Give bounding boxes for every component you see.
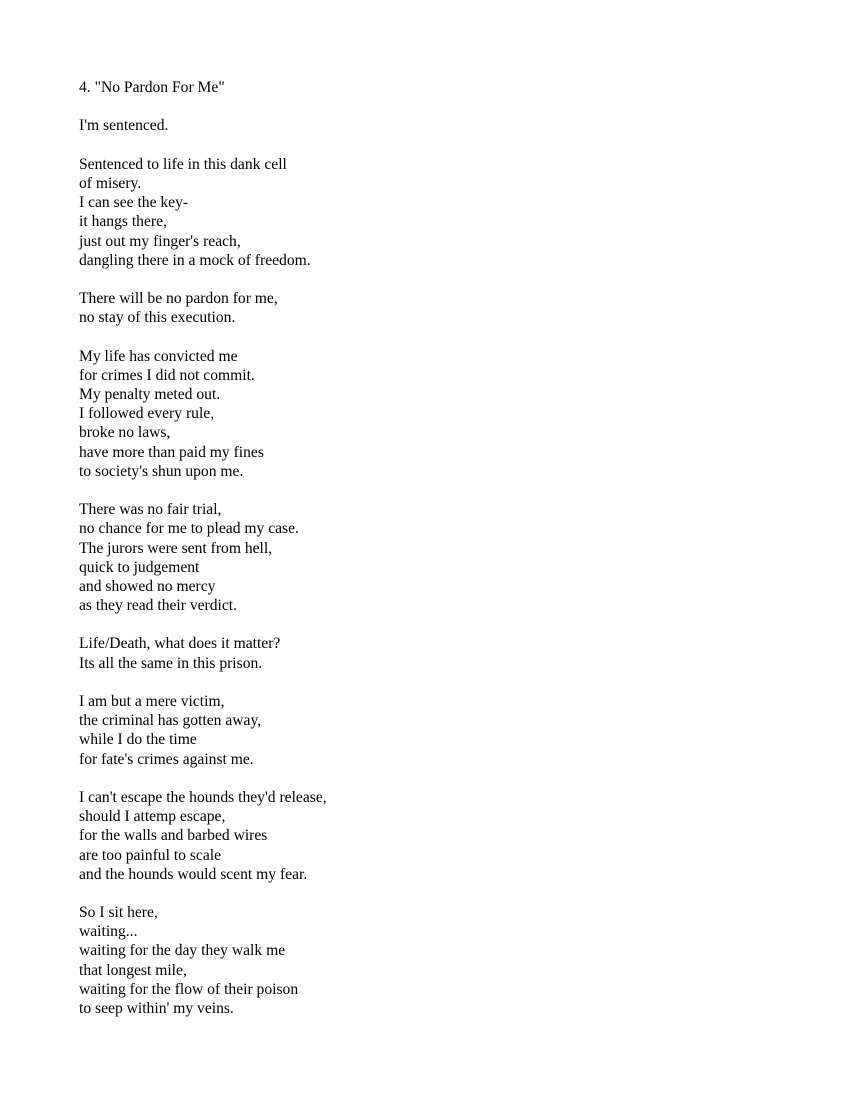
poem-stanza [79, 347, 779, 481]
poem-line: waiting... [79, 923, 138, 941]
poem-line: that longest mile, [79, 961, 187, 979]
poem-line: quick to judgement [79, 558, 200, 576]
poem-line: broke no laws, [79, 424, 171, 442]
poem-line: dangling there in a mock of freedom. [79, 251, 311, 269]
poem-stanza [79, 788, 779, 884]
poem-line: for crimes I did not commit. [79, 366, 255, 384]
poem-line: for fate's crimes against me. [79, 750, 254, 768]
poem-line: There will be no pardon for me, [79, 290, 278, 308]
poem-line: of misery. [79, 174, 142, 192]
poem-line: are too painful to scale [79, 846, 222, 864]
poem-line: no chance for me to plead my case. [79, 520, 299, 538]
poem-line: while I do the time [79, 731, 197, 749]
poem-line: for the walls and barbed wires [79, 827, 268, 845]
poem-line: have more than paid my fines [79, 443, 264, 461]
document-page [79, 78, 779, 1018]
poem-line: There was no fair trial, [79, 501, 222, 519]
poem-line: The jurors were sent from hell, [79, 539, 273, 557]
poem-line: Sentenced to life in this dank cell [79, 155, 287, 173]
poem-stanza [79, 692, 779, 769]
poem-line: Its all the same in this prison. [79, 654, 263, 672]
poem-stanza [79, 155, 779, 270]
poem-line: My penalty meted out. [79, 386, 221, 403]
poem-line: I followed every rule, [79, 405, 215, 423]
poem-line: Life/Death, what does it matter? [79, 635, 281, 653]
poem-line: should I attemp escape, [79, 808, 226, 826]
poem-line: to society's shun upon me. [79, 462, 244, 480]
poem-line: My life has convicted me [79, 347, 238, 365]
poem-body [79, 116, 779, 1018]
poem-stanza [79, 903, 779, 1018]
poem-line: and showed no mercy [79, 577, 216, 595]
poem-stanza [79, 116, 779, 135]
poem-stanza [79, 289, 779, 327]
poem-stanza [79, 500, 779, 615]
poem-line: I can't escape the hounds they'd release, [79, 788, 327, 806]
poem-line: just out my finger's reach, [79, 232, 241, 250]
poem-line: it hangs there, [79, 213, 167, 231]
poem-stanza [79, 634, 779, 672]
poem-line: waiting for the flow of their poison [79, 980, 299, 998]
poem-line: So I sit here, [79, 904, 158, 922]
poem-line: I can see the key- [79, 194, 189, 212]
poem-line: I'm sentenced. [79, 117, 169, 135]
poem-line: as they read their verdict. [79, 597, 238, 615]
poem-line: waiting for the day they walk me [79, 942, 286, 960]
poem-line: I am but a mere victim, [79, 693, 225, 710]
poem-line: no stay of this execution. [79, 309, 236, 327]
poem-title: 4. "No Pardon For Me" [79, 79, 225, 96]
poem-line: to seep within' my veins. [79, 1000, 234, 1017]
poem-line: and the hounds would scent my fear. [79, 865, 308, 883]
poem-line: the criminal has gotten away, [79, 712, 262, 730]
